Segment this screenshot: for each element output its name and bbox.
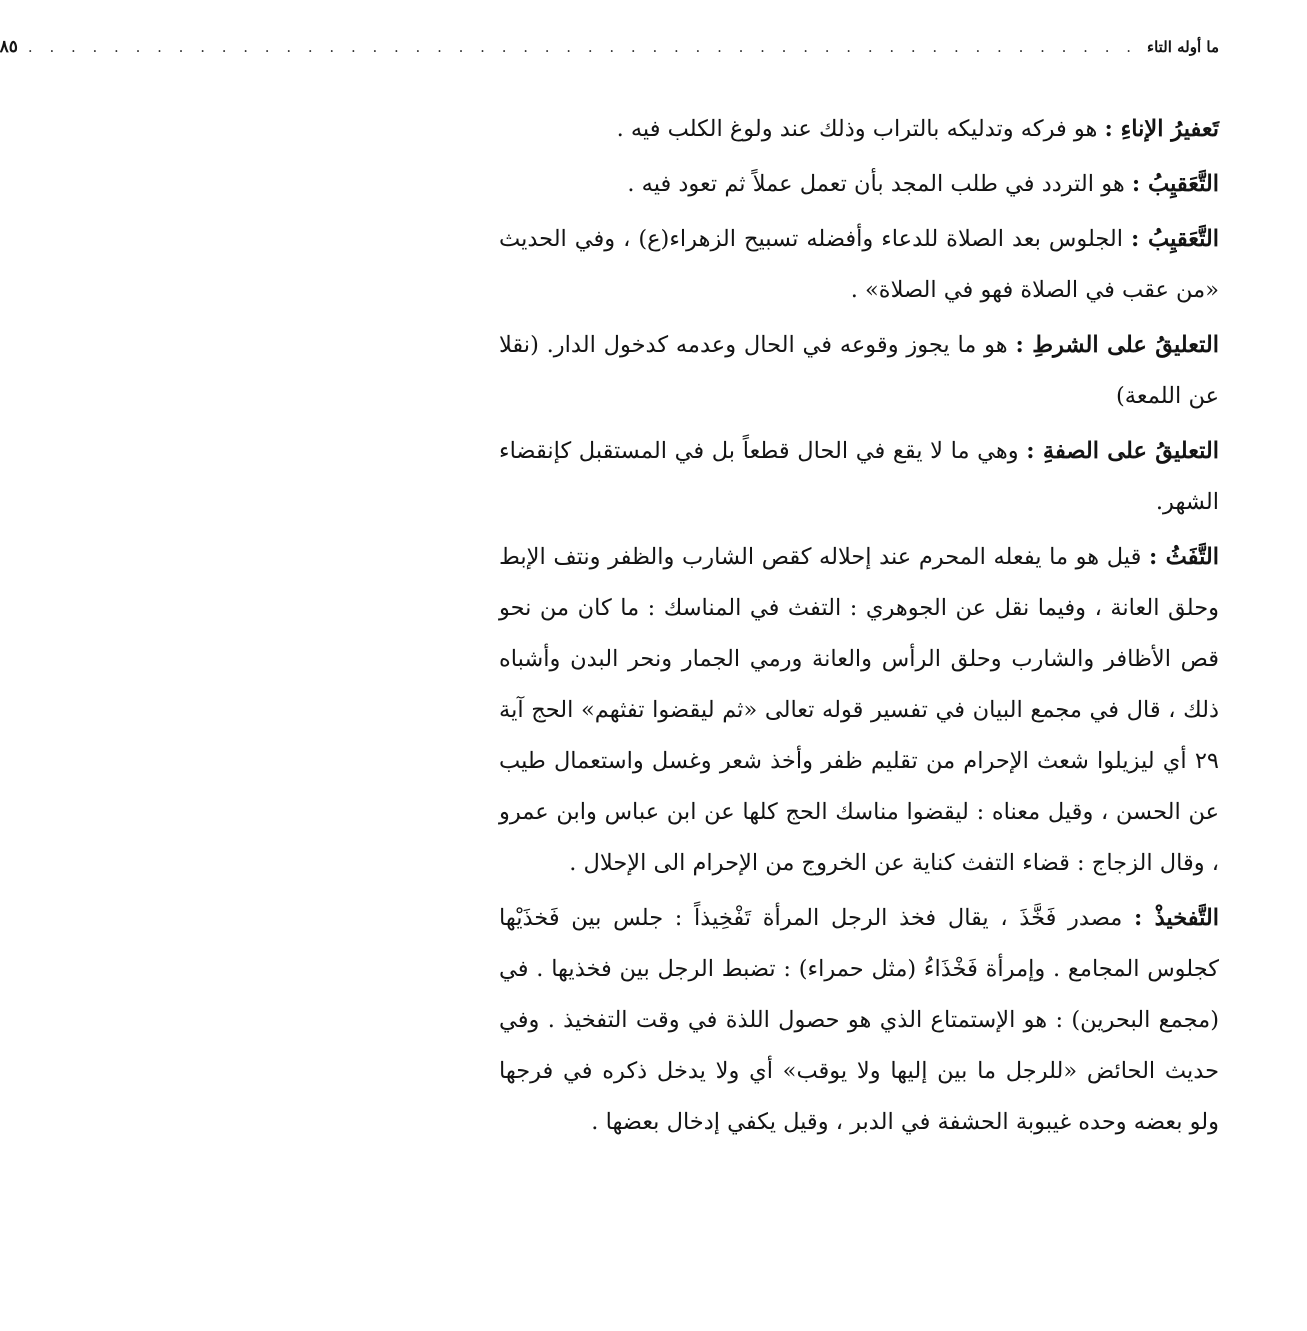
entry-definition: الجلوس بعد الصلاة للدعاء وأفضله تسبيح الزهراء(ع) ، وفي الحديث «من عقب في الصلاة فهو في الصلاة» . bbox=[499, 226, 1219, 303]
running-header bbox=[0, 30, 1219, 64]
entry-term: التَّفَثُ : bbox=[1149, 544, 1219, 570]
entry-tafkhidh bbox=[499, 893, 1219, 1148]
chapter-title: ما أوله التاء bbox=[1147, 38, 1219, 56]
page-number: ٨٥ bbox=[0, 37, 18, 57]
entry-term: تَعفيرُ الإناءِ : bbox=[1104, 116, 1219, 142]
entry-definition: وهي ما لا يقع في الحال قطعاً بل في المستقبل كإنقضاء الشهر. bbox=[499, 438, 1219, 515]
entry-term: التَّعَقيِبُ : bbox=[1131, 171, 1219, 197]
book-page bbox=[0, 30, 1219, 1152]
entry-taliq-ala-al-shart bbox=[499, 320, 1219, 422]
entry-taafir-al-inaa bbox=[499, 104, 1219, 155]
entry-term: التعليقُ على الشرطِ : bbox=[1015, 332, 1219, 358]
entry-definition: قيل هو ما يفعله المحرم عند إحلاله كقص الشارب والظفر ونتف الإبط وحلق العانة ، وفيما نقل عن الجوهري : التفث في المناسك : ما كان من نحو قص الأظافر والشارب وحلق الرأس والعانة ورمي الجمار ونحر البدن وأشباه ذلك ، قال في مجمع البيان في تفسير قوله تعالى «ثم ليقضوا تفثهم» الحج آية ٢٩ أي ليزيلوا شعث الإحرام من تقليم ظفر وأخذ شعر وغسل واستعمال طيب عن الحسن ، وقيل معناه : ليقضوا مناسك الحج كلها عن ابن عباس وابن عمرو ، وقال الزجاج : قضاء التفث كناية عن الخروج من الإحرام الى الإحلال . bbox=[499, 544, 1219, 876]
entry-term: التَّفخيذْ : bbox=[1133, 905, 1219, 931]
entry-definition: مصدر فَخَّذَ ، يقال فخذ الرجل المرأة تَفْخِيذاً : جلس بين فَخذَيْها كجلوس المجامع . وإمرأة فَخْذَاءُ (مثل حمراء) : تضبط الرجل بين فخذيها . في (مجمع البحرين) : هو الإستمتاع الذي هو حصول اللذة في وقت التفخيذ . وفي حديث الحائض «للرجل ما بين إليها ولا يوقب» أي ولا يدخل ذكره في فرجها ولو بعضه وحده غيبوبة الحشفة في الدبر ، وقيل يكفي إدخال بعضها . bbox=[499, 905, 1219, 1135]
entry-term: التَّعَقيِبُ : bbox=[1131, 226, 1219, 252]
entry-taliq-ala-al-sifa bbox=[499, 426, 1219, 528]
entry-definition: هو التردد في طلب المجد بأن تعمل عملاً ثم تعود فيه . bbox=[627, 171, 1132, 197]
entry-definition: هو فركه وتدليكه بالتراب وذلك عند ولوغ الكلب فيه . bbox=[616, 116, 1105, 142]
entry-definition: هو ما يجوز وقوعه في الحال وعدمه كدخول الدار. (نقلا عن اللمعة) bbox=[499, 332, 1219, 409]
entry-taaqib-1 bbox=[499, 159, 1219, 210]
entry-taaqib-2 bbox=[499, 214, 1219, 316]
entry-tafath bbox=[499, 532, 1219, 889]
entry-term: التعليقُ على الصفةِ : bbox=[1026, 438, 1219, 464]
leader-dots: . . . . . . . . . . . . . . . . . . . . . . . . . . . . . . . . . . . . . . . . . . . . . . . . . . . . bbox=[27, 38, 1138, 56]
